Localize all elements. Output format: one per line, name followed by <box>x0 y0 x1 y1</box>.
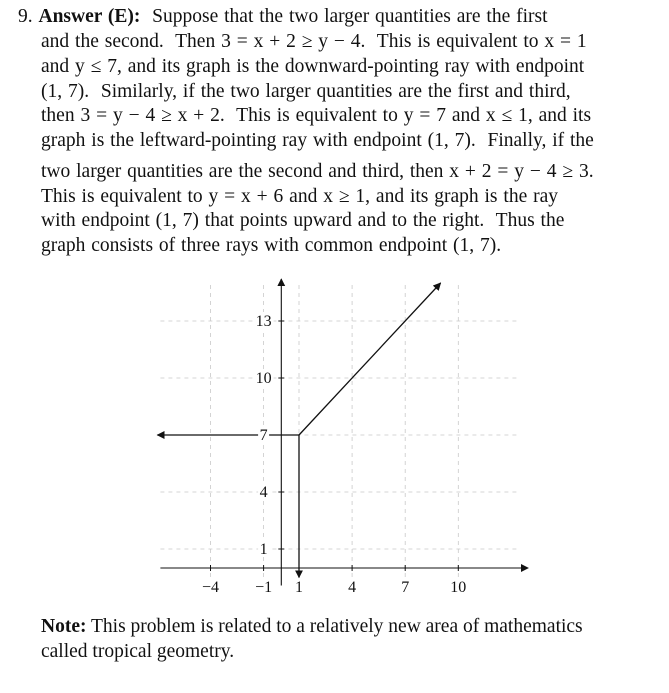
tick-labels <box>202 312 466 596</box>
solution-line-2: and the second. Then 3 = x + 2 ≥ y − 4. This is equivalent to x = 1 <box>41 31 587 52</box>
y-tick-label-4: 13 <box>255 313 272 330</box>
solution-line-3: and y ≤ 7, and its graph is the downward-pointing ray with endpoint <box>41 56 585 77</box>
note-line-2: called tropical geometry. <box>41 641 235 662</box>
answer-label: Answer (E): <box>38 6 141 27</box>
solution-text-1: Suppose that the two larger quantities are the first <box>152 6 548 27</box>
solution-line-6: graph is the leftward-pointing ray with endpoint (1, 7). Finally, if the <box>41 130 594 151</box>
note-label: Note: <box>41 616 87 637</box>
solution-line-5: then 3 = y − 4 ≥ x + 2. This is equivalent to y = 7 and x ≤ 1, and its <box>41 105 592 126</box>
note-text-1: This problem is related to a relatively new area of mathematics <box>86 616 583 637</box>
x-tick-label-0: −4 <box>201 579 220 596</box>
y-tick-label-1: 4 <box>259 484 268 501</box>
axes <box>160 279 528 586</box>
problem-number: 9. <box>18 6 33 27</box>
solution-line-7: two larger quantities are the second and third, then x + 2 = y − 4 ≥ 3. <box>41 161 594 182</box>
note-line-1 <box>41 615 583 639</box>
x-tick-label-2: 1 <box>295 579 303 596</box>
solution-line-4: (1, 7). Similarly, if the two larger quantities are the first and third, <box>41 81 571 102</box>
y-tick-label-3: 10 <box>255 370 272 387</box>
x-tick-label-4: 7 <box>401 579 410 596</box>
grid <box>160 285 520 578</box>
x-tick-label-5: 10 <box>450 579 467 596</box>
solution-line-8: This is equivalent to y = x + 6 and x ≥ 1, and its graph is the ray <box>41 186 558 207</box>
solution-line-9: with endpoint (1, 7) that points upward and to the right. Thus the <box>41 210 565 231</box>
y-tick-label-0: 1 <box>259 541 268 558</box>
solution-line-10: graph consists of three rays with common endpoint (1, 7). <box>41 235 502 256</box>
x-tick-label-1: −1 <box>255 579 273 596</box>
ray-3 <box>299 283 441 435</box>
x-tick-label-3: 4 <box>348 579 357 596</box>
y-tick-label-2: 7 <box>259 427 268 444</box>
